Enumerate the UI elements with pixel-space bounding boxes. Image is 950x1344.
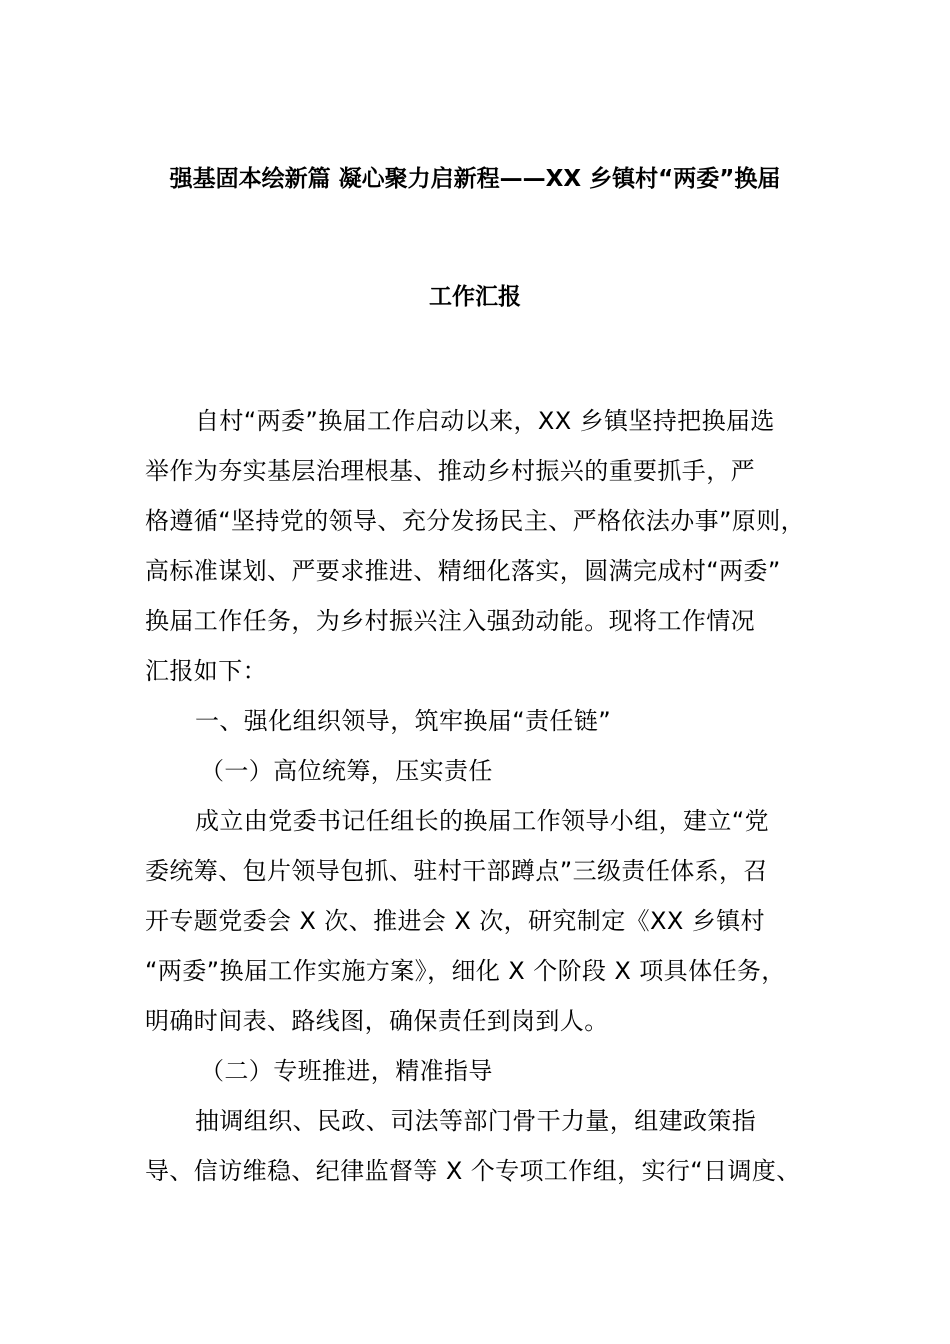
body-text-line: 抽调组织、民政、司法等部门骨干力量，组建政策指 — [195, 1107, 757, 1135]
section-heading: 一、强化组织领导，筑牢换届“责任链” — [195, 707, 612, 735]
body-text-line: 自村“两委”换届工作启动以来，XX 乡镇坚持把换届选 — [195, 407, 775, 435]
body-text-line: “两委”换届工作实施方案》，细化 X 个阶段 X 项具体任务， — [145, 957, 786, 985]
body-text-line: 明确时间表、路线图，确保责任到岗到人。 — [145, 1007, 609, 1035]
body-text-line: 格遵循“坚持党的领导、充分发扬民主、严格依法办事”原则， — [145, 507, 806, 535]
subsection-heading: （一）高位统筹，压实责任 — [200, 757, 493, 785]
body-text-line: 委统筹、包片领导包抓、驻村干部蹲点”三级责任体系，召 — [145, 857, 768, 885]
body-text-line: 开专题党委会 X 次、推进会 X 次，研究制定《XX 乡镇村 — [145, 907, 765, 935]
body-text-line: 举作为夯实基层治理根基、推动乡村振兴的重要抓手，严 — [145, 457, 755, 485]
body-text-line: 汇报如下： — [145, 657, 267, 685]
subsection-heading: （二）专班推进，精准指导 — [200, 1057, 493, 1085]
document-title-line-1: 强基固本绘新篇 凝心聚力启新程——XX 乡镇村“两委”换届 — [169, 166, 781, 192]
body-text-line: 高标准谋划、严要求推进、精细化落实，圆满完成村“两委” — [145, 557, 781, 585]
body-text-line: 导、信访维稳、纪律监督等 X 个专项工作组，实行“日调度、 — [145, 1157, 801, 1185]
body-text-line: 成立由党委书记任组长的换届工作领导小组，建立“党 — [195, 807, 770, 835]
body-text-line: 换届工作任务，为乡村振兴注入强劲动能。现将工作情况 — [145, 607, 755, 635]
document-title-line-2: 工作汇报 — [429, 284, 521, 310]
